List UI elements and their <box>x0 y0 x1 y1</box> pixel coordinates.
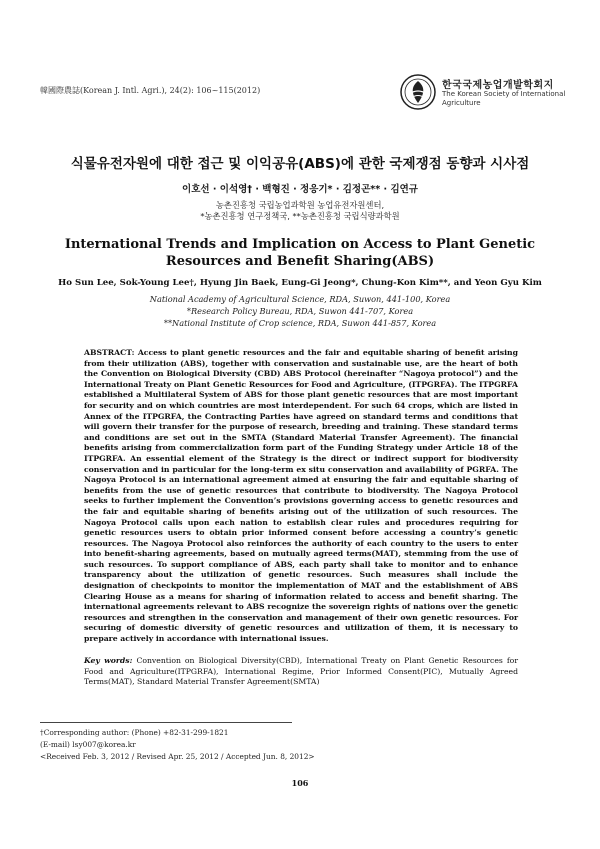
society-name-english: The Korean Society of International Agriculture <box>442 90 566 107</box>
footnote-divider <box>40 722 292 723</box>
email-footnote: (E-mail) lsy007@korea.kr <box>40 740 136 749</box>
page-number: 106 <box>291 778 309 788</box>
authors-korean: 이호선 · 이석영† · 백형진 · 정응기* · 김정곤** · 김연규 <box>182 184 418 195</box>
society-emblem-icon <box>400 74 436 110</box>
keywords-text: Convention on Biological Diversity(CBD), International Treaty on Plant Genetic Resources for Food and Agriculture(ITPGRFA), International Regime, Prior Informed Consent(PIC), Mutually Agreed Terms(MAT), Standard Material Transfer Agreement(SMTA) <box>84 656 518 687</box>
received-dates: <Received Feb. 3, 2012 / Revised Apr. 25, 2012 / Accepted Jun. 8, 2012> <box>40 752 315 761</box>
authors-english: Ho Sun Lee, Sok-Young Lee†, Hyung Jin Baek, Eung-Gi Jeong*, Chung-Kon Kim**, and Yeon Gyu Kim <box>58 278 542 288</box>
affiliation-english-2: *Research Policy Bureau, RDA, Suwon 441-707, Korea <box>186 306 414 316</box>
abstract: ABSTRACT: Access to plant genetic resources and the fair and equitable sharing of benefit arising from their utilization (ABS), together with conservation and sustainable use, are the heart of both the Convention on Biological Diversity (CBD) ABS Protocol (hereinafter “Nagoya protocol”) and the International Treaty on Plant Genetic Resources for Food and Agriculture, (ITPGRFA). The ITPGRFA established a Multilateral System of ABS for those plant genetic resources that are most important for security and on which countries are most interdependent. For such 64 crops, which are listed in Annex of the ITPGRFA, the Contracting Parties have agreed on standard terms and conditions that will govern their transfer for the purpose of research, breeding and training. These standard terms and conditions are set out in the SMTA (Standard Material Transfer Agreement). The financial benefits arising from commercialization form part of the Funding Strategy under Article 18 of the ITPGRFA. An essential element of the Strategy is the direct or indirect support for biodiversity conservation and in particular for the long-term ex situ conservation and availability of PGRFA. The Nagoya Protocol is an international agreement aimed at ensuring the fair and equitable sharing of benefits from the use of genetic resources that contribute to biodiversity. The Nagoya Protocol seeks to further implement the Convention’s provisions governing access to genetic resources and the fair and equitable sharing of benefits arising out of the utilization of such resources. The Nagoya Protocol calls upon each nation to establish clear rules and procedures requiring for genetic resources users to obtain prior informed consent before accessing a country’s genetic resources. The Nagoya Protocol also reinforces the authority of each country to the users to enter into benefit-sharing agreements, based on mutually agreed terms(MAT), stemming from the use of such resources. To support compliance of ABS, each party shall take to monitor and to enhance transparency about the utilization of genetic resources. Such measures shall include the designation of checkpoints to monitor the implementation of MAT and the establishment of ABS Clearing House as a means for sharing of information related to access and benefit sharing. The international agreements relevant to ABS recognize the sovereign rights of nations over the genetic resources and strengthen in the conservation and management of their own genetic resources. For securing of domestic diversity of genetic resources and utilization of them, it is necessary to prepare actively in accordance with international issues. <box>84 348 518 644</box>
affiliation-korean-2: *농촌진흥청 연구정책국, **농촌진흥청 국립식량과학원 <box>200 211 400 221</box>
affiliation-english-3: **National Institute of Crop science, RDA, Suwon 441-857, Korea <box>163 318 437 328</box>
affiliation-english-1: National Academy of Agricultural Science, RDA, Suwon, 441-100, Korea <box>149 294 451 304</box>
journal-reference: 韓國際農誌(Korean J. Intl. Agri.), 24(2): 106~115(2012) <box>40 86 261 95</box>
keywords-label: Key words: <box>84 656 133 665</box>
affiliation-korean-1: 농촌진흥청 국립농업과학원 농업유전자원센터, <box>215 200 385 210</box>
society-name-korean: 한국국제농업개발학회지 <box>442 80 554 91</box>
paper-title-korean: 식물유전자원에 대한 접근 및 이익공유(ABS)에 관한 국제쟁점 동향과 시사점 <box>70 156 530 172</box>
society-logo <box>400 72 570 116</box>
keywords <box>84 656 518 688</box>
paper-title-english: International Trends and Implication on Access to Plant Genetic Resources and Benefit Sharing(ABS) <box>64 237 536 269</box>
corresponding-author: †Corresponding author: (Phone) +82-31-299-1821 <box>40 728 229 737</box>
